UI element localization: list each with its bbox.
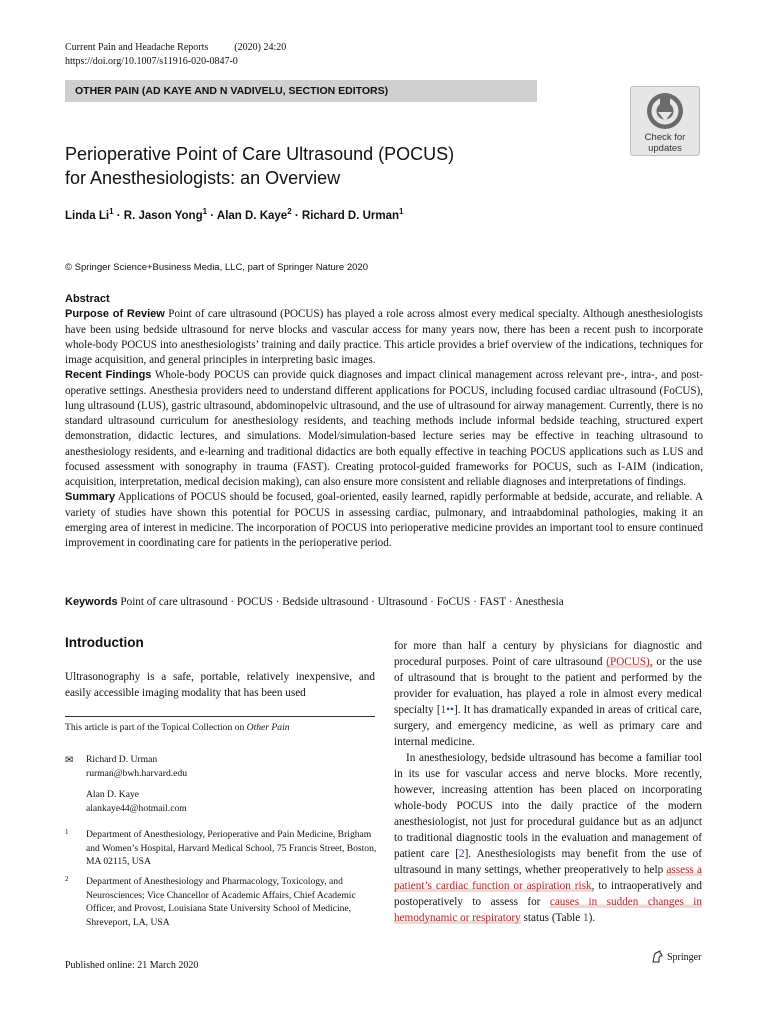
text-run: status (Table (520, 912, 584, 924)
highlight-annotation: (POCUS), (606, 656, 653, 668)
springer-horse-logo-icon (650, 950, 664, 964)
affiliation-number: 2 (65, 875, 69, 883)
title-line2: for Anesthesiologists: an Overview (65, 168, 341, 188)
abstract-heading: Abstract (65, 293, 110, 305)
publisher-logo (650, 950, 701, 964)
author-list (65, 207, 404, 222)
findings-text: Whole-body POCUS can provide quick diagnoses and impact clinical management across relevant pre-, intra-, and post-operative settings. Anesthesia providers need to understand different applications for POCUS, including focused cardiac ultrasound (FoCUS), lung ultrasound (LUS), gastric ultrasound, abdominopelvic ultrasound, and the use of ultrasound for airway management. Currently, there is no standard ultrasound curriculum for anesthesiology residents, and teaching methods include informal bedside teaching, structured expert demonstration, didactic lectures, and simulations. Model/simulation-based lecture series may be effective in teaching ultrasound to anesthesiology residents, and e-learning and traditional didactics are both equally effective in teaching POCUS applications such as LUS and focused assessment with sonography in trauma (FAST). Creating protocol-guided frameworks for POCUS, such as I-AIM (indication, acquisition, interpretation, medical decision making), can also ensure more consistent and reliable diagnoses and interpretations of findings. (65, 369, 704, 488)
title-line1: Perioperative Point of Care Ultrasound (POCUS) (65, 144, 455, 164)
intro-paragraph-1 (394, 638, 702, 750)
abstract (65, 292, 703, 551)
check-for-updates-line2: updates (648, 143, 682, 154)
collection-topic[interactable]: Other Pain (246, 722, 290, 733)
citation-link[interactable]: 1•• (440, 704, 454, 716)
keywords-text: Point of care ultrasound · POCUS · Bedside ultrasound · Ultrasound · FoCUS · FAST · Anesthesia (120, 596, 564, 608)
text-run: to intraoperatively and postoperatively to assess for (394, 880, 702, 908)
journal-header (65, 41, 286, 69)
intro-paragraph-2 (394, 750, 702, 926)
summary-text: Applications of POCUS should be focused, goal-oriented, easily learned, rapidly performable at bedside, accurate, and reliable. A variety of studies have shown this potential for POCUS in assessing cardiac, pulmonary, and intraabdominal pathologies, making it an emerging area of interest in medicine. The incorporation of POCUS into perioperative medicine provides an important tool to ensure continued improvement in coordinating care for patients in the perioperative period. (65, 491, 703, 549)
purpose-label: Purpose of Review (65, 308, 165, 321)
published-date: Published online: 21 March 2020 (65, 960, 199, 971)
affiliation-text: Department of Anesthesiology and Pharmacology, Toxicology, and Neurosciences; Vice Chancellor of Academic Affairs, Chief Academic Officer, and Provost, Louisiana State University School of Medicine, Shreveport, LA, USA (86, 876, 356, 928)
doi-link[interactable]: https://doi.org/10.1007/s11916-020-0847-0 (65, 56, 238, 67)
collection-prefix: This article is part of the Topical Collection on (65, 722, 247, 733)
text-run: ]. Anesthesiologists may benefit from the use of ultrasound in many settings, whether preoperatively to help (394, 848, 702, 876)
text-run: In anesthesiology, bedside ultrasound has become a familiar tool in its use for vascular access and nerve blocks. More recently, however, increasing attention has been placed on incorporating whole-body POCUS into the daily practice of the modern anesthesiologist, not just for procedural guidance but as an adjunct to traditional diagnostic tools in the evaluation and management of patient care [ (394, 752, 702, 860)
journal-name: Current Pain and Headache Reports (65, 42, 209, 53)
keywords (65, 596, 705, 608)
author-affiliation-marker: 1 (399, 207, 404, 216)
abstract-purpose (65, 307, 703, 368)
introduction-left-text: Ultrasonography is a safe, portable, relatively inexpensive, and easily accessible imaging modality that has been used (65, 671, 375, 699)
check-for-updates-badge-icon (645, 91, 685, 131)
correspondence-block (65, 753, 385, 815)
text-run: for more than half a century by physicians for diagnostic and procedural purposes. Point of care ultrasound (394, 640, 702, 668)
author-affiliation-marker: 2 (287, 207, 292, 216)
citation-link[interactable]: 2 (458, 848, 465, 860)
corr-email[interactable]: alankaye44@hotmail.com (86, 802, 187, 814)
text-run: ]. It has dramatically expanded in areas of critical care, surgery, and emergency medicine, as well as primary care and internal medicine. (394, 704, 702, 748)
section-bar: OTHER PAIN (AD KAYE AND N VADIVELU, SECTION EDITORS) (65, 80, 537, 102)
highlight-annotation: assess a patient’s cardiac function or aspiration risk, (394, 864, 703, 892)
author-separator: · (294, 209, 299, 222)
author-affiliation-marker: 1 (109, 207, 114, 216)
author-separator: · (116, 209, 121, 222)
summary-label: Summary (65, 491, 116, 504)
corr-name: Richard D. Urman (86, 754, 158, 765)
table-link[interactable]: 1 (583, 912, 589, 924)
footnote-divider (65, 716, 375, 717)
year-volume: (2020) 24:20 (234, 42, 287, 53)
corr-name: Alan D. Kaye (86, 789, 140, 800)
affiliation-2 (65, 875, 385, 929)
corr-email[interactable]: rurman@bwh.harvard.edu (86, 767, 188, 779)
keywords-label: Keywords (65, 596, 118, 608)
author-separator: · (210, 209, 215, 222)
author-affiliation-marker: 1 (202, 207, 208, 216)
publisher-name: Springer (667, 951, 702, 963)
highlight-annotation: causes in sudden changes in hemodynamic or respiratory (394, 896, 702, 924)
text-run: ). (588, 912, 596, 924)
findings-label: Recent Findings (65, 369, 152, 382)
envelope-icon: ✉ (65, 755, 74, 766)
author-name[interactable]: R. Jason Yong (123, 209, 203, 222)
introduction-right-column (394, 638, 702, 926)
article-title (65, 142, 605, 190)
author-name[interactable]: Richard D. Urman (301, 209, 400, 222)
copyright-notice: © Springer Science+Business Media, LLC, part of Springer Nature 2020 (65, 262, 368, 273)
introduction-heading: Introduction (65, 635, 144, 650)
affiliation-text: Department of Anesthesiology, Perioperative and Pain Medicine, Brigham and Women’s Hospital, Harvard Medical School, 75 Francis Street, Boston, MA 02115, USA (86, 829, 377, 867)
abstract-findings (65, 368, 703, 490)
check-for-updates-line1: Check for (644, 132, 686, 143)
purpose-text: Point of care ultrasound (POCUS) has played a role across almost every medical specialty. Although anesthesiologists have been using bedside ultrasound for nerve blocks and vascular access for many years now, there has been a recent push to incorporate whole-body POCUS into anesthesiologists’ training and daily practice. This article provides a brief overview of the indications, techniques for image acquisition, and general principles in interpreting basic images. (65, 308, 703, 366)
topical-collection-note (65, 722, 290, 733)
check-for-updates-badge[interactable] (630, 86, 700, 156)
text-run: or the use of ultrasound that is brought to the patient and performed by the provider for evaluation, has played a role in almost every medical specialty [ (394, 656, 703, 716)
author-name[interactable]: Linda Li (65, 209, 110, 222)
author-name[interactable]: Alan D. Kaye (216, 209, 288, 222)
affiliation-number: 1 (65, 828, 69, 836)
affiliation-1 (65, 828, 385, 869)
abstract-summary (65, 490, 703, 551)
